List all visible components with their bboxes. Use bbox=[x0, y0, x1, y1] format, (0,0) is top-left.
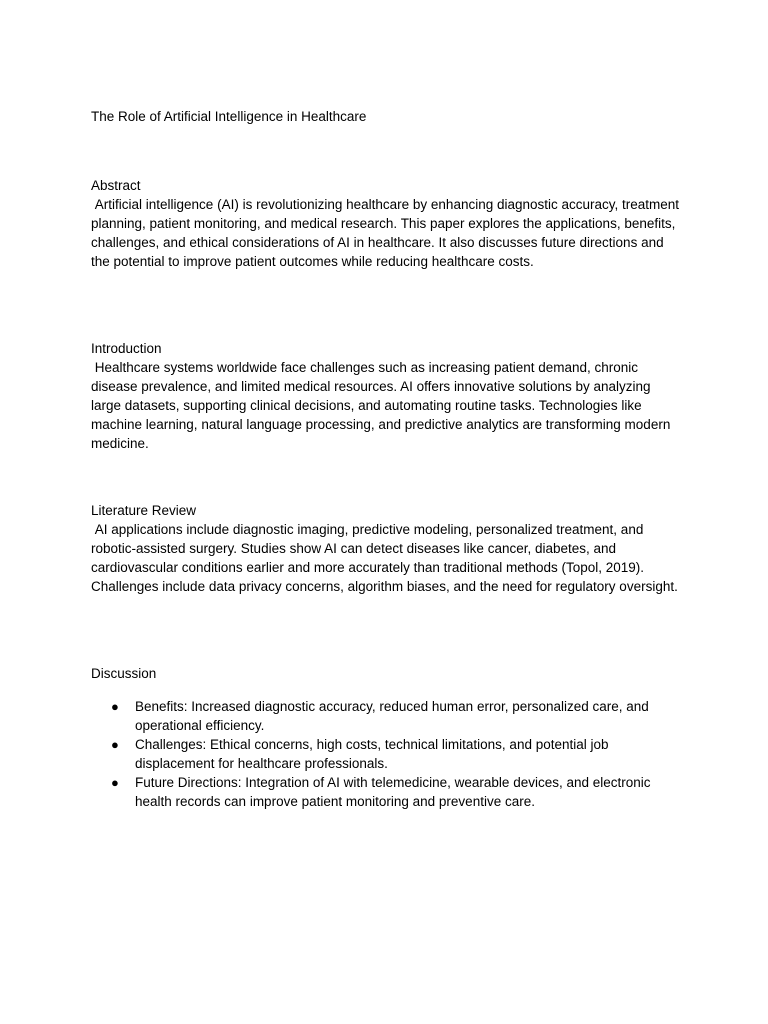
literature-review-body: AI applications include diagnostic imaging, predictive modeling, personalized treatment, and robotic-assisted surgery. Studies show AI can detect diseases like cancer, diabetes, and cardiovascular conditions earlier and more accurately than traditional methods (Topol, 2019). Challenges include data privacy concerns, algorithm biases, and the need for regulatory oversight. bbox=[91, 522, 678, 594]
bullet-icon: ● bbox=[111, 737, 119, 752]
abstract-heading: Abstract bbox=[91, 178, 141, 193]
bullet-icon: ● bbox=[111, 699, 119, 714]
list-item bbox=[91, 697, 675, 735]
literature-review-heading: Literature Review bbox=[91, 503, 197, 518]
introduction-heading: Introduction bbox=[91, 341, 162, 356]
list-item bbox=[91, 735, 675, 773]
discussion-bullet-list bbox=[91, 697, 681, 811]
literature-review-section bbox=[91, 501, 681, 596]
discussion-heading: Discussion bbox=[91, 666, 157, 681]
abstract-body: Artificial intelligence (AI) is revolutionizing healthcare by enhancing diagnostic accuracy, treatment planning, patient monitoring, and medical research. This paper explores the applications, benefits, challenges, and ethical considerations of AI in healthcare. It also discusses future directions and the potential to improve patient outcomes while reducing healthcare costs. bbox=[91, 197, 683, 269]
introduction-section bbox=[91, 339, 681, 453]
list-item-text: Future Directions: Integration of AI with telemedicine, wearable devices, and electronic health records can improve patient monitoring and preventive care. bbox=[135, 775, 651, 809]
discussion-section bbox=[91, 664, 681, 811]
introduction-body: Healthcare systems worldwide face challenges such as increasing patient demand, chronic disease prevalence, and limited medical resources. AI offers innovative solutions by analyzing large datasets, supporting clinical decisions, and automating routine tasks. Technologies like machine learning, natural language processing, and predictive analytics are transforming modern medicine. bbox=[91, 360, 675, 451]
bullet-icon: ● bbox=[111, 775, 119, 790]
abstract-section bbox=[91, 176, 681, 271]
list-item-text: Benefits: Increased diagnostic accuracy, reduced human error, personalized care, and operational efficiency. bbox=[135, 699, 649, 733]
list-item bbox=[91, 773, 675, 811]
document-title: The Role of Artificial Intelligence in Healthcare bbox=[91, 109, 367, 124]
list-item-text: Challenges: Ethical concerns, high costs, technical limitations, and potential job displacement for healthcare professionals. bbox=[135, 737, 609, 771]
